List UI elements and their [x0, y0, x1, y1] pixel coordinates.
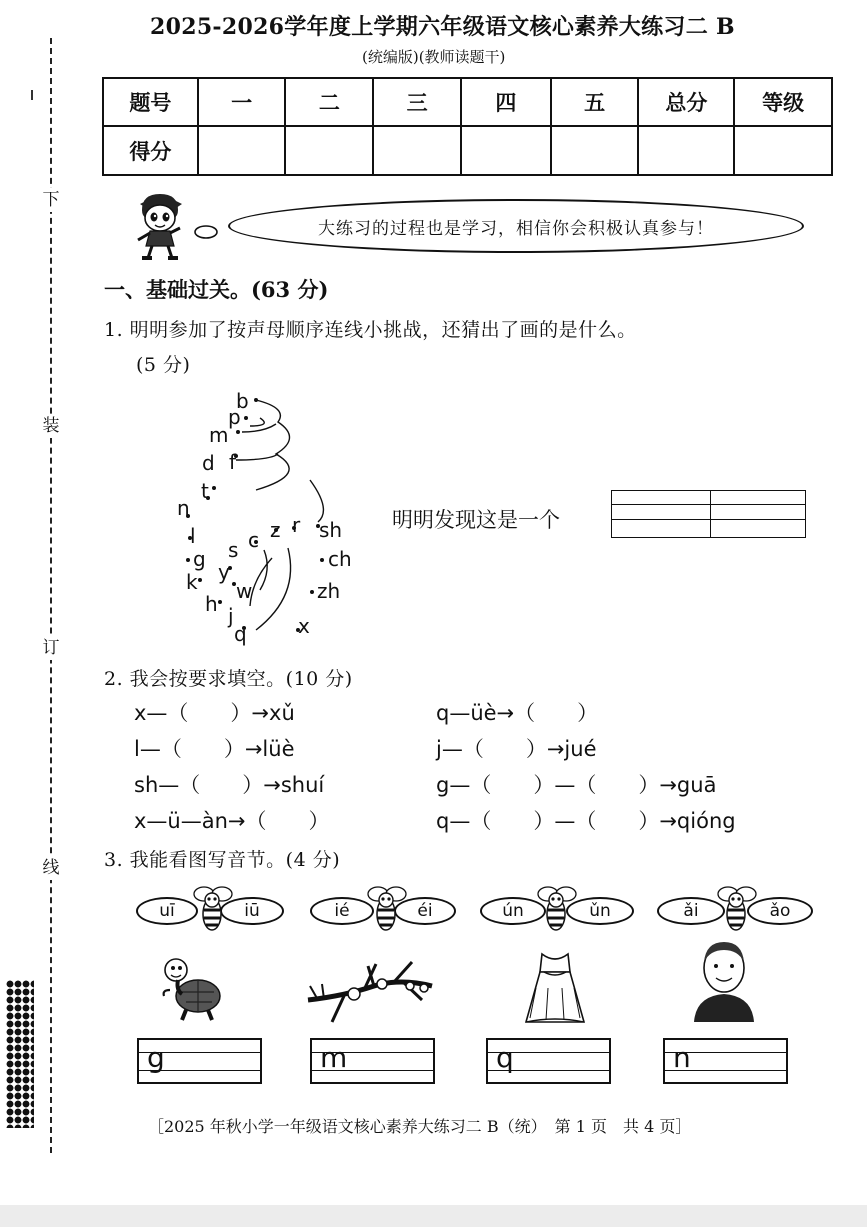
- bee-icon: [190, 880, 234, 936]
- dot-letter-d: d: [202, 451, 215, 475]
- page-subtitle: (统编版)(教师读题干): [362, 48, 506, 66]
- page-title: 2025-2026学年度上学期六年级语文核心素养大练习二 B: [150, 14, 735, 40]
- q1-answer-box[interactable]: [611, 490, 806, 538]
- encouragement-text: 大练习的过程也是学习，相信你会积极认真参与！: [318, 218, 714, 239]
- binding-char-xian: 线: [40, 856, 62, 880]
- halftone-dots: [6, 980, 34, 1128]
- score-row-label: 得分: [103, 126, 198, 175]
- binding-char-ding: 订: [40, 636, 62, 660]
- dot-letter-b: b: [236, 389, 249, 413]
- score-cell[interactable]: [373, 126, 461, 175]
- score-table: [102, 77, 833, 176]
- score-head-4: 四: [461, 78, 551, 126]
- q3-write-box-4[interactable]: [663, 1038, 788, 1084]
- dot-letter-l: l: [190, 524, 196, 548]
- q3-item3-left-oval: ún: [480, 897, 546, 925]
- binding-char-xia: 下: [40, 188, 62, 212]
- q2-line-5[interactable]: sh—（ ）→shuí: [134, 773, 325, 797]
- dot-letter-zh: zh: [317, 579, 341, 603]
- plum-branch-icon: [304, 956, 436, 1028]
- dot-letter-s: s: [228, 538, 239, 562]
- grandma-icon: [684, 938, 764, 1024]
- score-cell[interactable]: [198, 126, 286, 175]
- q1-answer-prompt: 明明发现这是一个: [392, 508, 560, 532]
- score-cell[interactable]: [734, 126, 832, 175]
- section-1-title: 一、基础过关。(63 分): [104, 277, 329, 302]
- q2-title: 2. 我会按要求填空。(10 分): [104, 668, 353, 690]
- dot-letter-x: x: [298, 614, 310, 638]
- score-head-3: 三: [373, 78, 461, 126]
- bee-icon: [534, 880, 578, 936]
- binding-tick-top: [31, 90, 33, 100]
- dot-letter-f: f: [229, 450, 237, 474]
- score-cell[interactable]: [638, 126, 734, 175]
- score-head-total: 总分: [638, 78, 734, 126]
- dot-letter-w: w: [236, 579, 253, 603]
- page-bottom-bar: [0, 1205, 867, 1227]
- dot-letter-sh: sh: [319, 518, 343, 542]
- connect-dots-drawing: [160, 380, 380, 650]
- dot-letter-k: k: [186, 570, 198, 594]
- dot-letter-n: n: [177, 496, 190, 520]
- dot-letter-t: t: [201, 479, 209, 503]
- answer-box-guideline: [612, 519, 805, 520]
- q3-write-start-4: n: [673, 1041, 691, 1074]
- score-cell[interactable]: [285, 126, 373, 175]
- q3-write-start-3: q: [496, 1041, 514, 1074]
- dot-letter-r: r: [292, 513, 301, 537]
- score-head-5: 五: [551, 78, 639, 126]
- q1-title: 1. 明明参加了按声母顺序连线小挑战，还猜出了画的是什么。: [104, 319, 637, 341]
- dot-letter-m: m: [209, 423, 229, 447]
- answer-box-divider: [710, 491, 711, 537]
- q3-item2-left-oval: ié: [310, 897, 374, 925]
- score-head-grade: 等级: [734, 78, 832, 126]
- q3-write-box-2[interactable]: [310, 1038, 435, 1084]
- score-head-2: 二: [285, 78, 373, 126]
- dot-letter-z: z: [270, 518, 281, 542]
- dot-letter-c: c: [248, 528, 259, 552]
- q2-line-2[interactable]: q—üè→（ ）: [436, 701, 599, 725]
- score-cell[interactable]: [551, 126, 639, 175]
- dot-letter-q: q: [234, 622, 247, 646]
- cartoon-boy-icon: [128, 190, 228, 262]
- q2-line-4[interactable]: j—（ ）→jué: [436, 737, 597, 761]
- q2-line-3[interactable]: l—（ ）→lüè: [134, 737, 295, 761]
- q2-line-6[interactable]: g—（ ）—（ ）→guā: [436, 773, 717, 797]
- q3-write-box-3[interactable]: [486, 1038, 611, 1084]
- dot-letter-p: p: [228, 405, 241, 429]
- dot-letter-y: y: [218, 560, 230, 584]
- q3-item4-left-oval: ǎi: [657, 897, 725, 925]
- score-head-label: 题号: [103, 78, 198, 126]
- q3-item2-right-oval: éi: [394, 897, 456, 925]
- q2-line-8[interactable]: q—（ ）—（ ）→qióng: [436, 809, 736, 833]
- q2-line-7[interactable]: x—ü—àn→（ ）: [134, 809, 330, 833]
- q3-write-start-2: m: [320, 1041, 348, 1074]
- encouragement-bubble: [228, 199, 804, 253]
- q3-write-box-1[interactable]: [137, 1038, 262, 1084]
- skirt-icon: [518, 948, 592, 1028]
- page-footer: ［2025 年秋小学一年级语文核心素养大练习二 B（统） 第 1 页 共 4 页］: [148, 1117, 692, 1136]
- score-cell[interactable]: [461, 126, 551, 175]
- dot-letter-g: g: [193, 547, 206, 571]
- dot-letter-h: h: [205, 592, 218, 616]
- answer-box-guideline: [612, 504, 805, 505]
- q1-score: (5 分): [136, 354, 191, 376]
- q3-item1-left-oval: uī: [136, 897, 198, 925]
- score-head-1: 一: [198, 78, 286, 126]
- q3-write-start-1: g: [147, 1041, 165, 1074]
- q3-item1-right-oval: iū: [220, 897, 284, 925]
- q3-item4-right-oval: ǎo: [747, 897, 813, 925]
- q2-line-1[interactable]: x—（ ）→xǔ: [134, 701, 295, 725]
- binding-char-zhuang: 装: [40, 414, 62, 438]
- bee-icon: [714, 880, 758, 936]
- q3-item3-right-oval: ǔn: [566, 897, 634, 925]
- bee-icon: [364, 880, 408, 936]
- q3-title: 3. 我能看图写音节。(4 分): [104, 849, 341, 871]
- dot-letter-ch: ch: [328, 547, 352, 571]
- turtle-icon: [158, 952, 226, 1024]
- dot-letter-j: j: [228, 604, 234, 628]
